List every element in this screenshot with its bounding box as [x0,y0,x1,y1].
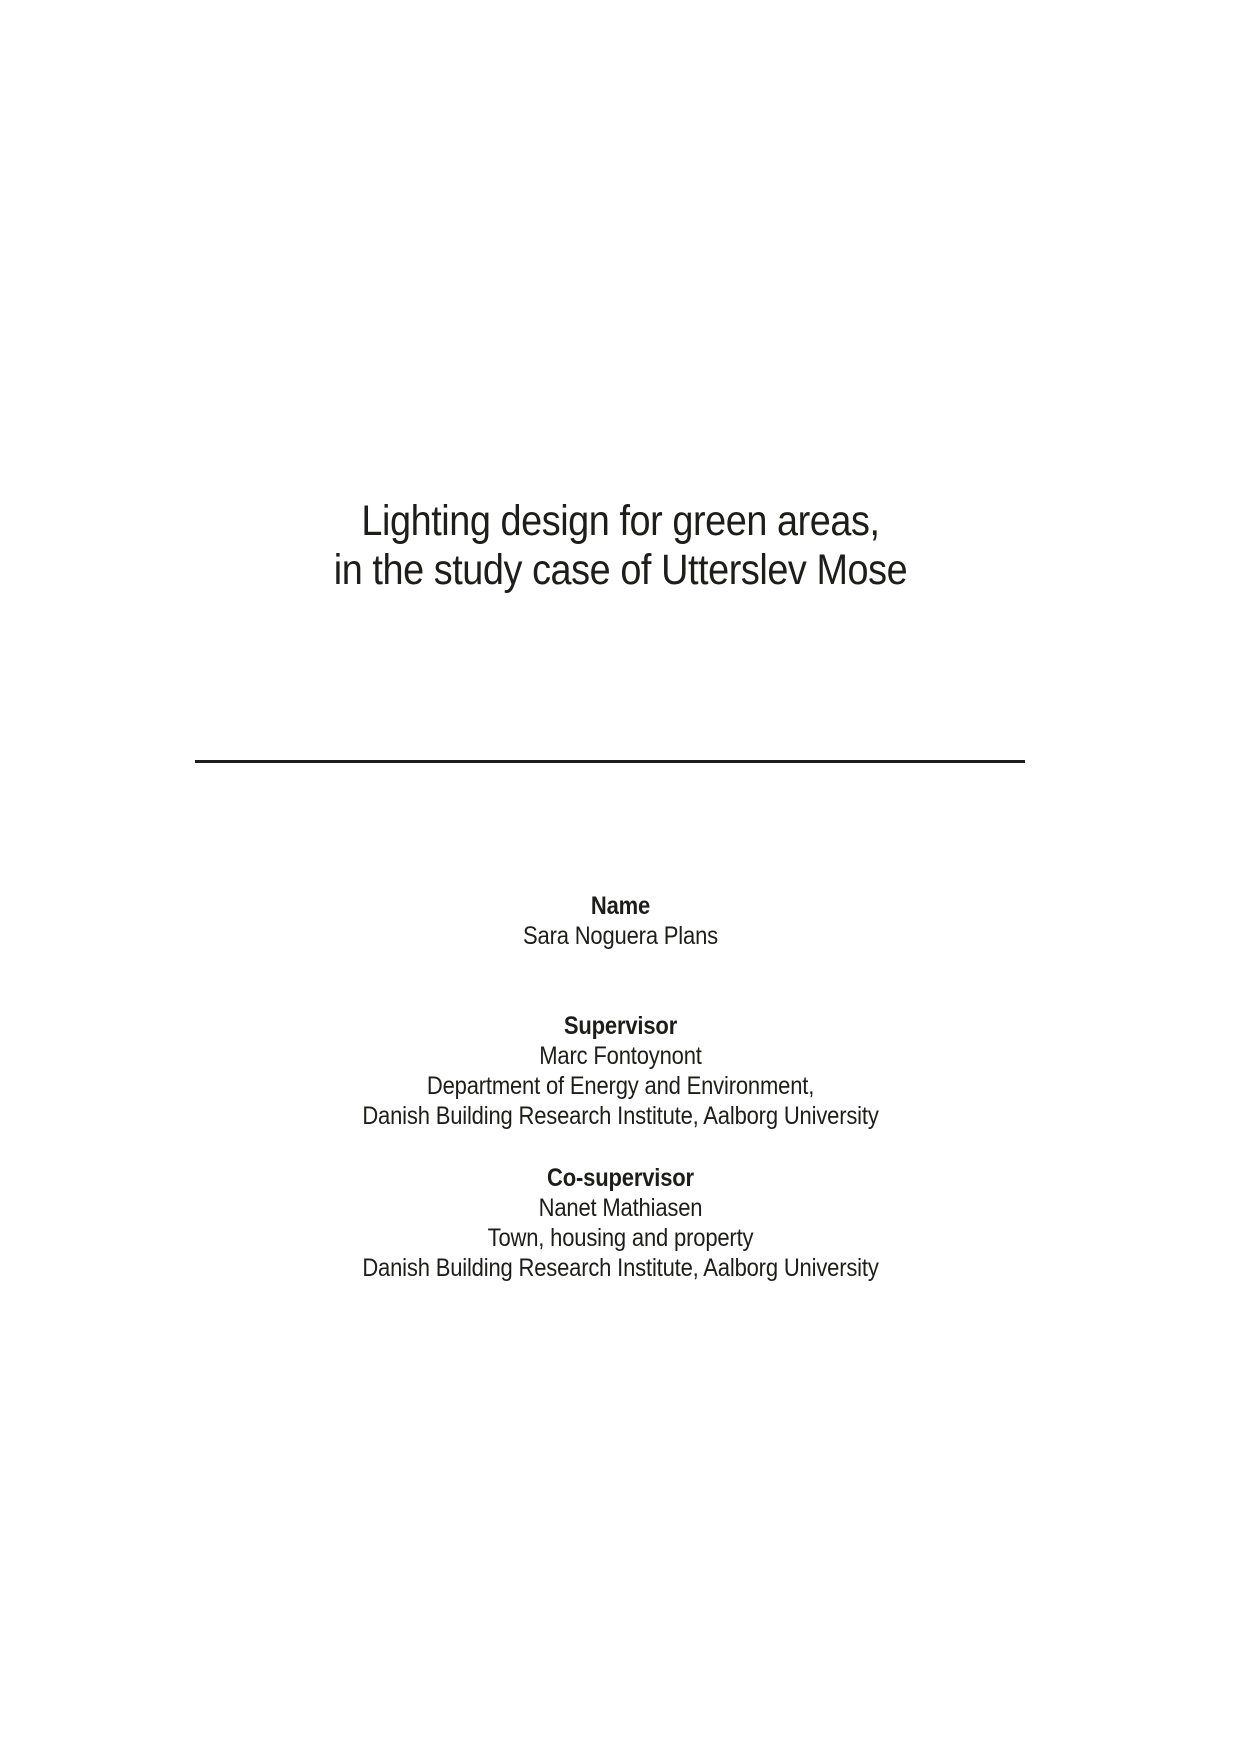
name-section-heading: Name [590,892,651,920]
title-line-2: in the study case of Utterslev Mose [333,546,908,594]
supervisor-name: Marc Fontoynont [539,1042,702,1070]
supervisor-section-heading: Supervisor [563,1012,678,1040]
name-section [74,891,1166,951]
cosupervisor-section-heading: Co-supervisor [547,1164,694,1192]
cosupervisor-institute: Danish Building Research Institute, Aalborg University [362,1254,879,1282]
cosupervisor-name: Nanet Mathiasen [538,1194,703,1222]
document-title [74,497,1166,595]
author-name: Sara Noguera Plans [523,922,718,950]
divider-line [195,760,1025,763]
supervisor-institute: Danish Building Research Institute, Aalborg University [362,1102,879,1130]
supervisor-department: Department of Energy and Environment, [426,1072,815,1100]
title-line-1: Lighting design for green areas, [361,497,880,545]
cosupervisor-department: Town, housing and property [487,1224,754,1252]
cosupervisor-section [74,1163,1166,1283]
supervisor-section [74,1011,1166,1131]
